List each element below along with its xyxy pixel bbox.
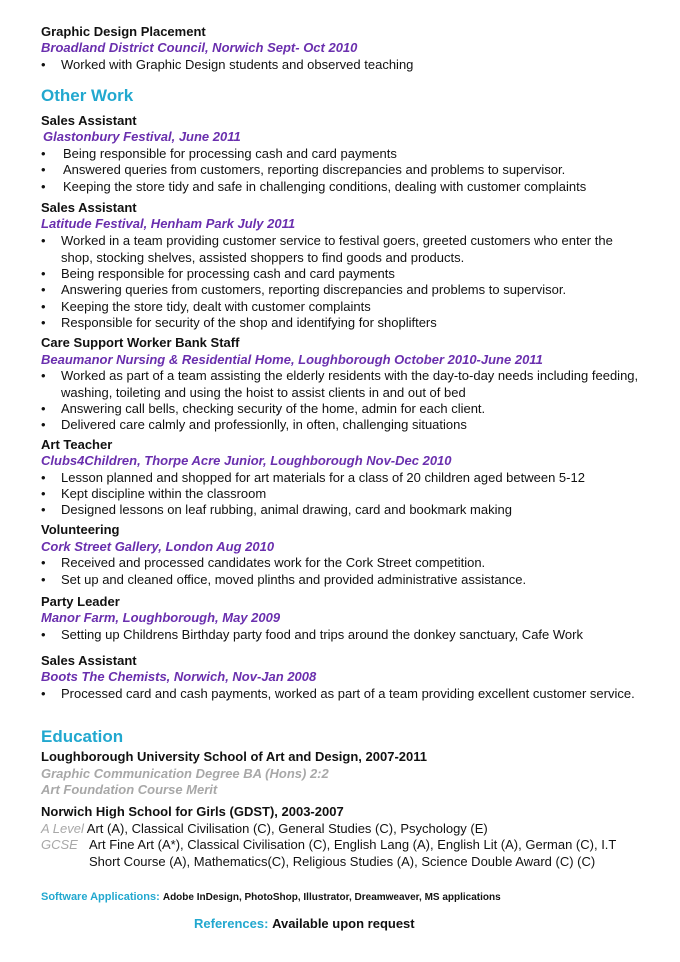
bullet-item: • Answering queries from customers, reporting discrepancies and problems to supervisor.	[41, 282, 567, 297]
references-label: References:	[194, 916, 269, 931]
bullet-item: • Delivered care calmly and professionlly, in often, challenging situations	[41, 417, 467, 432]
bullet-item: • Worked as part of a team assisting the elderly residents with the day-to-day needs including feeding, washing, toileting and using the hoist to assist clients in and out of bed	[41, 368, 639, 400]
employer: Beaumanor Nursing & Residential Home, Loughborough October 2010-June 2011	[41, 352, 543, 367]
foundation-course: Art Foundation Course Merit	[41, 782, 218, 797]
bullet-item: • Setting up Childrens Birthday party food and trips around the donkey sanctuary, Cafe Work	[41, 627, 583, 642]
job-title: Sales Assistant	[41, 113, 137, 128]
bullet-item: • Responsible for security of the shop and identifying for shoplifters	[41, 315, 437, 330]
bullet-item: • Being responsible for processing cash and card payments	[41, 146, 397, 161]
a-level-line	[41, 821, 641, 838]
bullet-item: • Answering call bells, checking security of the home, admin for each client.	[41, 401, 486, 416]
bullet-item: • Worked with Graphic Design students and observed teaching	[41, 57, 414, 72]
bullet-item: • Being responsible for processing cash and card payments	[41, 266, 395, 281]
software-list: Adobe InDesign, PhotoShop, Illustrator, Dreamweaver, MS applications	[162, 892, 501, 903]
bullet-item: • Answered queries from customers, reporting discrepancies and problems to supervisor.	[41, 162, 566, 177]
bullet-item: • Keeping the store tidy, dealt with customer complaints	[41, 299, 371, 314]
a-level-label: A Level	[41, 821, 84, 836]
bullet-item: • Received and processed candidates work for the Cork Street competition.	[41, 555, 486, 570]
job-title: Volunteering	[41, 522, 120, 537]
software-line	[41, 891, 501, 903]
job-title: Party Leader	[41, 594, 120, 609]
bullet-item: • Keeping the store tidy and safe in challenging conditions, dealing with customer complaints	[41, 179, 587, 194]
references-line	[194, 916, 415, 931]
bullet-item: • Kept discipline within the classroom	[41, 486, 267, 501]
employer: Broadland District Council, Norwich Sept- Oct 2010	[41, 40, 358, 55]
job-title: Sales Assistant	[41, 200, 137, 215]
a-level-results: Art (A), Classical Civilisation (C), General Studies (C), Psychology (E)	[86, 821, 488, 836]
job-title: Care Support Worker Bank Staff	[41, 335, 240, 350]
bullet-item: • Worked in a team providing customer service to festival goers, greeted customers who enter the shop, stocking shelves, assisted shoppers to find goods and products.	[41, 233, 613, 265]
bullet-item: • Designed lessons on leaf rubbing, animal drawing, card and bookmark making	[41, 502, 512, 517]
gcse-label: GCSE	[41, 837, 78, 852]
bullet-item: • Lesson planned and shopped for art materials for a class of 20 children aged between 5-12	[41, 470, 585, 485]
gcse-results: Art Fine Art (A*), Classical Civilisation (C), English Lang (A), English Lit (A), German (C), I.T Short Course (A), Mathematics(C), Religious Studies (A), Science Double Award (C) (C)	[89, 837, 617, 869]
university-name: Loughborough University School of Art and Design, 2007-2011	[41, 749, 427, 764]
references-value: Available upon request	[272, 916, 415, 931]
bullet-item: • Processed card and cash payments, worked as part of a team providing excellent customer service.	[41, 686, 635, 701]
section-heading-other-work: Other Work	[41, 86, 134, 105]
employer: Cork Street Gallery, London Aug 2010	[41, 539, 275, 554]
employer: Clubs4Children, Thorpe Acre Junior, Loughborough Nov-Dec 2010	[41, 453, 452, 468]
employer: Boots The Chemists, Norwich, Nov-Jan 2008	[41, 669, 317, 684]
degree: Graphic Communication Degree BA (Hons) 2:2	[41, 766, 329, 781]
job-title: Sales Assistant	[41, 653, 137, 668]
job-title: Art Teacher	[41, 437, 113, 452]
bullet-item: • Set up and cleaned office, moved plinths and provided administrative assistance.	[41, 572, 527, 587]
software-label: Software Applications:	[41, 891, 160, 903]
job-title: Graphic Design Placement	[41, 24, 206, 39]
employer: Glastonbury Festival, June 2011	[43, 129, 241, 144]
employer: Manor Farm, Loughborough, May 2009	[41, 610, 281, 625]
section-heading-education: Education	[41, 727, 124, 746]
employer: Latitude Festival, Henham Park July 2011	[41, 216, 296, 231]
gcse-block	[41, 837, 641, 870]
high-school-name: Norwich High School for Girls (GDST), 2003-2007	[41, 804, 344, 819]
